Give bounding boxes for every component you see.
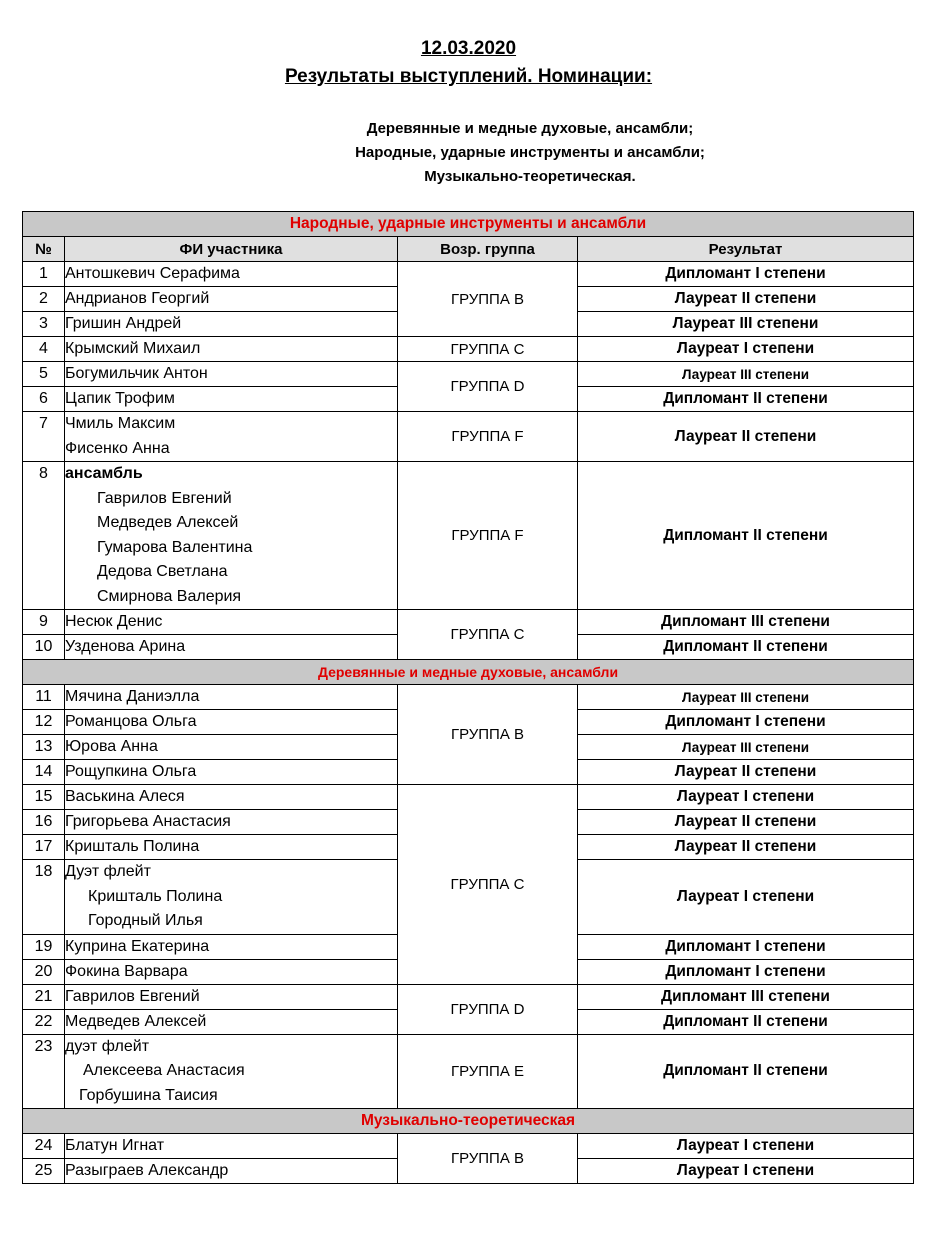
result-cell: Лауреат II степени xyxy=(578,760,914,785)
result-cell: Лауреат I степени xyxy=(578,860,914,935)
participant-name: Гумарова Валентина xyxy=(97,538,253,556)
nominations-list xyxy=(230,117,830,189)
table-row xyxy=(23,337,914,362)
age-group: ГРУППА С xyxy=(398,337,578,362)
table-row xyxy=(23,1134,914,1159)
result-cell: Дипломант II степени xyxy=(578,1034,914,1109)
participant-name: Смирнова Валерия xyxy=(97,587,242,605)
participant-name: Куприна Екатерина xyxy=(65,934,398,959)
document-date: 12.03.2020 xyxy=(420,38,517,59)
result-cell: Лауреат I степени xyxy=(578,1134,914,1159)
ensemble-label: Дуэт флейт xyxy=(65,863,151,880)
row-number: 13 xyxy=(23,735,65,760)
result-cell: Дипломант II степени xyxy=(578,387,914,412)
row-number: 25 xyxy=(23,1159,65,1184)
nomination-line: Деревянные и медные духовые, ансамбли; xyxy=(366,120,694,137)
section-title: Народные, ударные инструменты и ансамбли xyxy=(23,212,914,237)
row-number: 2 xyxy=(23,287,65,312)
table-row xyxy=(23,262,914,287)
participant-name: Узденова Арина xyxy=(65,635,398,660)
row-number: 16 xyxy=(23,810,65,835)
table-row xyxy=(23,362,914,387)
age-group: ГРУППА С xyxy=(398,610,578,660)
participant-name: Горбушина Таисия xyxy=(79,1086,218,1104)
participant-name: Фисенко Анна xyxy=(65,439,170,457)
section-row xyxy=(23,212,914,237)
participant-name: Блатун Игнат xyxy=(65,1134,398,1159)
ensemble-label: ансамбль xyxy=(65,465,143,482)
participant-name: Гаврилов Евгений xyxy=(65,984,398,1009)
ensemble-label: дуэт флейт xyxy=(65,1037,150,1055)
table-row xyxy=(23,610,914,635)
age-group: ГРУППА В xyxy=(398,262,578,337)
row-number: 22 xyxy=(23,1009,65,1034)
result-cell: Дипломант II степени xyxy=(578,635,914,660)
age-group: ГРУППА В xyxy=(398,1134,578,1184)
participant-name: Городный Илья xyxy=(88,912,203,929)
result-cell: Лауреат II степени xyxy=(578,835,914,860)
result-cell: Лауреат I степени xyxy=(578,785,914,810)
participant-name: Рощупкина Ольга xyxy=(65,760,398,785)
participant-name: Кришталь Полина xyxy=(65,835,398,860)
row-number: 14 xyxy=(23,760,65,785)
participant-name: Юрова Анна xyxy=(65,735,398,760)
result-cell: Дипломант I степени xyxy=(578,959,914,984)
age-group: ГРУППА С xyxy=(398,785,578,985)
participant-name: Антошкевич Серафима xyxy=(65,262,398,287)
table-row xyxy=(23,412,914,462)
row-number: 11 xyxy=(23,685,65,710)
age-group: ГРУППА D xyxy=(398,362,578,412)
participant-name: Крымский Михаил xyxy=(65,337,398,362)
column-header-result: Результат xyxy=(578,237,914,262)
participant-name: Гаврилов Евгений xyxy=(97,489,232,507)
table-row xyxy=(23,785,914,810)
participant-name: Чмиль Максим xyxy=(65,415,176,432)
result-cell: Дипломант II степени xyxy=(578,462,914,610)
age-group: ГРУППА F xyxy=(398,412,578,462)
age-group: ГРУППА Е xyxy=(398,1034,578,1109)
column-header-group: Возр. группа xyxy=(398,237,578,262)
row-number: 6 xyxy=(23,387,65,412)
result-cell: Лауреат III степени xyxy=(578,685,914,710)
nomination-line: Музыкально-теоретическая. xyxy=(424,168,636,185)
row-number: 8 xyxy=(23,462,65,610)
column-header-name: ФИ участника xyxy=(65,237,398,262)
participant-name: Медведев Алексей xyxy=(65,1009,398,1034)
row-number: 12 xyxy=(23,710,65,735)
participant-name: Кришталь Полина xyxy=(88,887,223,905)
participant-names xyxy=(65,412,398,462)
nomination-line: Народные, ударные инструменты и ансамбли; xyxy=(355,144,705,161)
row-number: 21 xyxy=(23,984,65,1009)
participant-name: Несюк Денис xyxy=(65,610,398,635)
result-cell: Дипломант II степени xyxy=(578,1009,914,1034)
document-title: Результаты выступлений. Номинации: xyxy=(284,66,653,87)
table-row xyxy=(23,685,914,710)
age-group: ГРУППА В xyxy=(398,685,578,785)
participant-name: Фокина Варвара xyxy=(65,959,398,984)
row-number: 9 xyxy=(23,610,65,635)
header-row xyxy=(23,237,914,262)
participant-name: Дедова Светлана xyxy=(97,563,228,580)
row-number: 17 xyxy=(23,835,65,860)
section-row xyxy=(23,1109,914,1134)
column-header-num: № xyxy=(23,237,65,262)
table-row xyxy=(23,462,914,610)
participant-names xyxy=(65,462,398,610)
result-cell: Лауреат II степени xyxy=(578,287,914,312)
row-number: 15 xyxy=(23,785,65,810)
row-number: 18 xyxy=(23,860,65,935)
participant-name: Алексеева Анастасия xyxy=(83,1062,245,1079)
row-number: 4 xyxy=(23,337,65,362)
row-number: 3 xyxy=(23,312,65,337)
row-number: 1 xyxy=(23,262,65,287)
result-cell: Лауреат III степени xyxy=(578,362,914,387)
result-cell: Дипломант I степени xyxy=(578,710,914,735)
row-number: 10 xyxy=(23,635,65,660)
result-cell: Дипломант I степени xyxy=(578,934,914,959)
result-cell: Дипломант I степени xyxy=(578,262,914,287)
result-cell: Лауреат III степени xyxy=(578,735,914,760)
row-number: 20 xyxy=(23,959,65,984)
table-row xyxy=(23,1034,914,1109)
age-group: ГРУППА D xyxy=(398,984,578,1034)
participant-name: Григорьева Анастасия xyxy=(65,810,398,835)
participant-name: Цапик Трофим xyxy=(65,387,398,412)
section-title: Деревянные и медные духовые, ансамбли xyxy=(23,660,914,685)
participant-name: Медведев Алексей xyxy=(97,514,239,531)
result-cell: Дипломант III степени xyxy=(578,984,914,1009)
result-cell: Лауреат III степени xyxy=(578,312,914,337)
participant-names xyxy=(65,1034,398,1109)
results-table xyxy=(22,211,914,1184)
participant-name: Богумильчик Антон xyxy=(65,362,398,387)
row-number: 7 xyxy=(23,412,65,462)
row-number: 24 xyxy=(23,1134,65,1159)
participant-name: Романцова Ольга xyxy=(65,710,398,735)
participant-name: Васькина Алеся xyxy=(65,785,398,810)
result-cell: Лауреат II степени xyxy=(578,810,914,835)
age-group: ГРУППА F xyxy=(398,462,578,610)
row-number: 5 xyxy=(23,362,65,387)
participant-name: Гришин Андрей xyxy=(65,312,398,337)
result-cell: Лауреат II степени xyxy=(578,412,914,462)
table-row xyxy=(23,984,914,1009)
section-title: Музыкально-теоретическая xyxy=(23,1109,914,1134)
participant-name: Мячина Даниэлла xyxy=(65,685,398,710)
result-cell: Лауреат I степени xyxy=(578,337,914,362)
row-number: 23 xyxy=(23,1034,65,1109)
row-number: 19 xyxy=(23,934,65,959)
participant-name: Разыграев Александр xyxy=(65,1159,398,1184)
result-cell: Дипломант III степени xyxy=(578,610,914,635)
participant-name: Андрианов Георгий xyxy=(65,287,398,312)
section-row xyxy=(23,660,914,685)
result-cell: Лауреат I степени xyxy=(578,1159,914,1184)
participant-names xyxy=(65,860,398,935)
